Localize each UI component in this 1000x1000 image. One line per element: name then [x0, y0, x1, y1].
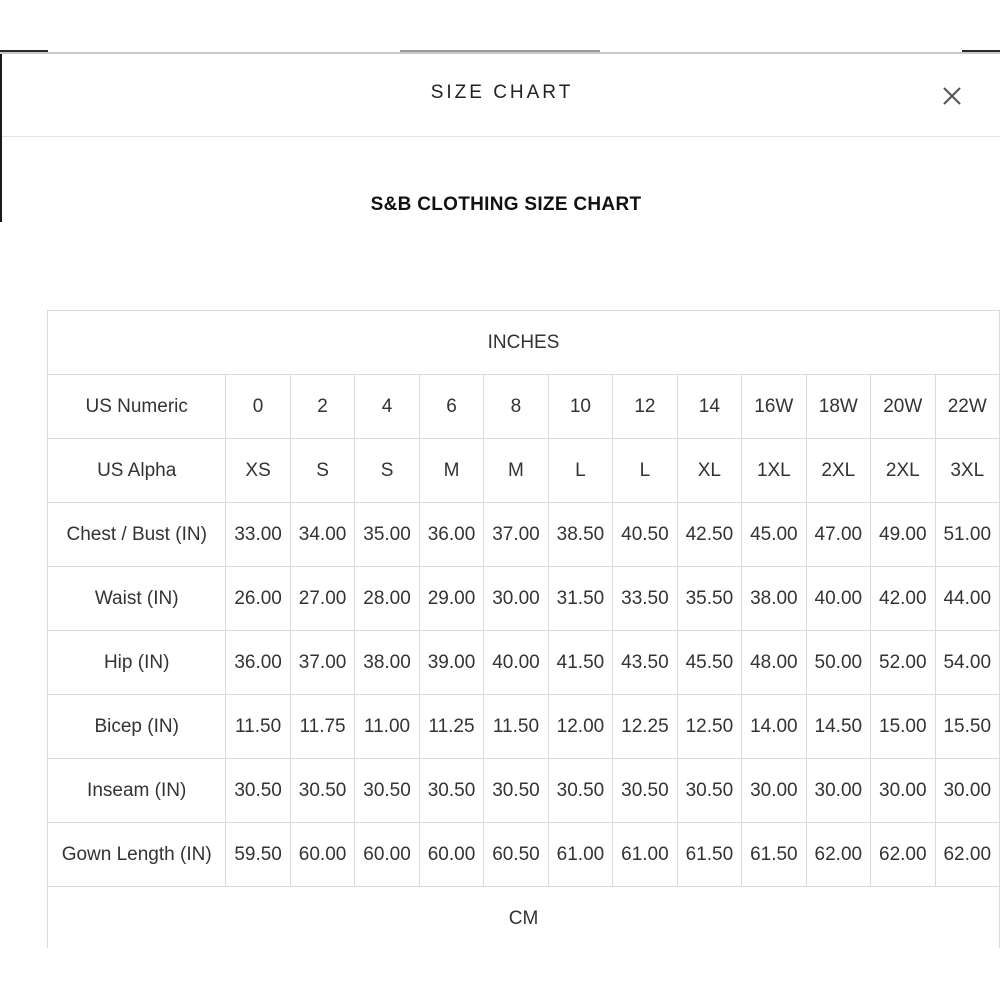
table-cell: 18W [806, 375, 870, 439]
table-cell: 29.00 [419, 567, 483, 631]
table-row [48, 631, 1000, 695]
table-cell: 38.00 [355, 631, 419, 695]
table-cell: 30.50 [419, 759, 483, 823]
table-cell: S [290, 439, 354, 503]
table-cell: 42.00 [871, 567, 935, 631]
table-cell: 60.50 [484, 823, 548, 887]
table-cell: 36.00 [419, 503, 483, 567]
table-cell: 61.00 [548, 823, 612, 887]
row-label: Chest / Bust (IN) [48, 503, 226, 567]
table-cell: 62.00 [806, 823, 870, 887]
table-cell: 12.25 [613, 695, 677, 759]
table-row [48, 375, 1000, 439]
size-table [47, 310, 1000, 948]
table-cell: 12.50 [677, 695, 741, 759]
table-cell: M [484, 439, 548, 503]
table-cell: 20W [871, 375, 935, 439]
table-cell: XL [677, 439, 741, 503]
table-row [48, 759, 1000, 823]
table-cell: 10 [548, 375, 612, 439]
table-cell: 41.50 [548, 631, 612, 695]
table-cell: 14.50 [806, 695, 870, 759]
table-cell: 60.00 [290, 823, 354, 887]
table-cell: 6 [419, 375, 483, 439]
table-cell: 30.00 [742, 759, 806, 823]
section-header-cm: CM [48, 887, 1000, 949]
table-cell: 14 [677, 375, 741, 439]
table-cell: 33.00 [226, 503, 290, 567]
table-cell: 36.00 [226, 631, 290, 695]
table-cell: 11.25 [419, 695, 483, 759]
table-cell: 40.00 [806, 567, 870, 631]
table-cell: 48.00 [742, 631, 806, 695]
table-cell: 40.50 [613, 503, 677, 567]
row-label: US Numeric [48, 375, 226, 439]
table-cell: 12 [613, 375, 677, 439]
table-cell: 61.50 [742, 823, 806, 887]
page-bottom [0, 948, 1000, 1000]
table-cell: 0 [226, 375, 290, 439]
section-header-inches: INCHES [48, 311, 1000, 375]
table-cell: 59.50 [226, 823, 290, 887]
modal-title: SIZE CHART [430, 82, 574, 103]
table-cell: 60.00 [419, 823, 483, 887]
table-cell: 44.00 [935, 567, 999, 631]
table-cell: 61.00 [613, 823, 677, 887]
table-cell: 34.00 [290, 503, 354, 567]
table-cell: 11.50 [484, 695, 548, 759]
table-cell: 8 [484, 375, 548, 439]
table-cell: 30.50 [355, 759, 419, 823]
table-cell: 2XL [871, 439, 935, 503]
table-cell: 45.00 [742, 503, 806, 567]
table-cell: 15.00 [871, 695, 935, 759]
table-cell: 42.50 [677, 503, 741, 567]
table-cell: 37.00 [484, 503, 548, 567]
close-button[interactable] [937, 81, 967, 111]
row-label: Gown Length (IN) [48, 823, 226, 887]
table-cell: 30.00 [484, 567, 548, 631]
table-cell: S [355, 439, 419, 503]
table-cell: 2XL [806, 439, 870, 503]
table-cell: 30.50 [677, 759, 741, 823]
size-chart-modal [2, 54, 1000, 948]
table-cell: 31.50 [548, 567, 612, 631]
table-cell: 54.00 [935, 631, 999, 695]
table-row [48, 695, 1000, 759]
table-cell: 39.00 [419, 631, 483, 695]
table-cell: 47.00 [806, 503, 870, 567]
table-cell: 11.00 [355, 695, 419, 759]
table-cell: 30.00 [871, 759, 935, 823]
table-cell: M [419, 439, 483, 503]
table-cell: 49.00 [871, 503, 935, 567]
modal-header [2, 54, 1000, 137]
table-cell: L [548, 439, 612, 503]
table-cell: 60.00 [355, 823, 419, 887]
table-cell: 37.00 [290, 631, 354, 695]
table-cell: 62.00 [871, 823, 935, 887]
table-cell: 14.00 [742, 695, 806, 759]
table-cell: 51.00 [935, 503, 999, 567]
table-row [48, 567, 1000, 631]
size-chart-heading: S&B CLOTHING SIZE CHART [370, 194, 642, 215]
table-cell: 62.00 [935, 823, 999, 887]
table-cell: 3XL [935, 439, 999, 503]
table-cell: 33.50 [613, 567, 677, 631]
table-cell: 40.00 [484, 631, 548, 695]
table-cell: 30.50 [613, 759, 677, 823]
table-cell: XS [226, 439, 290, 503]
table-cell: 61.50 [677, 823, 741, 887]
table-cell: 26.00 [226, 567, 290, 631]
table-cell: 11.50 [226, 695, 290, 759]
section-row-cm [48, 887, 1000, 949]
section-row-inches [48, 311, 1000, 375]
table-cell: 28.00 [355, 567, 419, 631]
row-label: Hip (IN) [48, 631, 226, 695]
table-cell: 30.50 [290, 759, 354, 823]
table-cell: 30.50 [548, 759, 612, 823]
table-cell: 50.00 [806, 631, 870, 695]
table-cell: 16W [742, 375, 806, 439]
row-label: Waist (IN) [48, 567, 226, 631]
table-cell: 30.00 [806, 759, 870, 823]
table-cell: 4 [355, 375, 419, 439]
table-cell: 11.75 [290, 695, 354, 759]
table-cell: 38.00 [742, 567, 806, 631]
table-cell: 43.50 [613, 631, 677, 695]
table-cell: 27.00 [290, 567, 354, 631]
table-cell: 30.00 [935, 759, 999, 823]
background-page [0, 0, 1000, 54]
table-cell: 30.50 [484, 759, 548, 823]
row-label: Bicep (IN) [48, 695, 226, 759]
table-cell: 45.50 [677, 631, 741, 695]
table-cell: 52.00 [871, 631, 935, 695]
row-label: US Alpha [48, 439, 226, 503]
table-cell: L [613, 439, 677, 503]
close-icon [937, 81, 967, 111]
table-cell: 12.00 [548, 695, 612, 759]
table-cell: 22W [935, 375, 999, 439]
table-row [48, 503, 1000, 567]
table-cell: 35.00 [355, 503, 419, 567]
row-label: Inseam (IN) [48, 759, 226, 823]
table-cell: 35.50 [677, 567, 741, 631]
table-cell: 2 [290, 375, 354, 439]
table-row [48, 439, 1000, 503]
table-cell: 15.50 [935, 695, 999, 759]
table-row [48, 823, 1000, 887]
table-cell: 30.50 [226, 759, 290, 823]
table-cell: 38.50 [548, 503, 612, 567]
table-cell: 1XL [742, 439, 806, 503]
